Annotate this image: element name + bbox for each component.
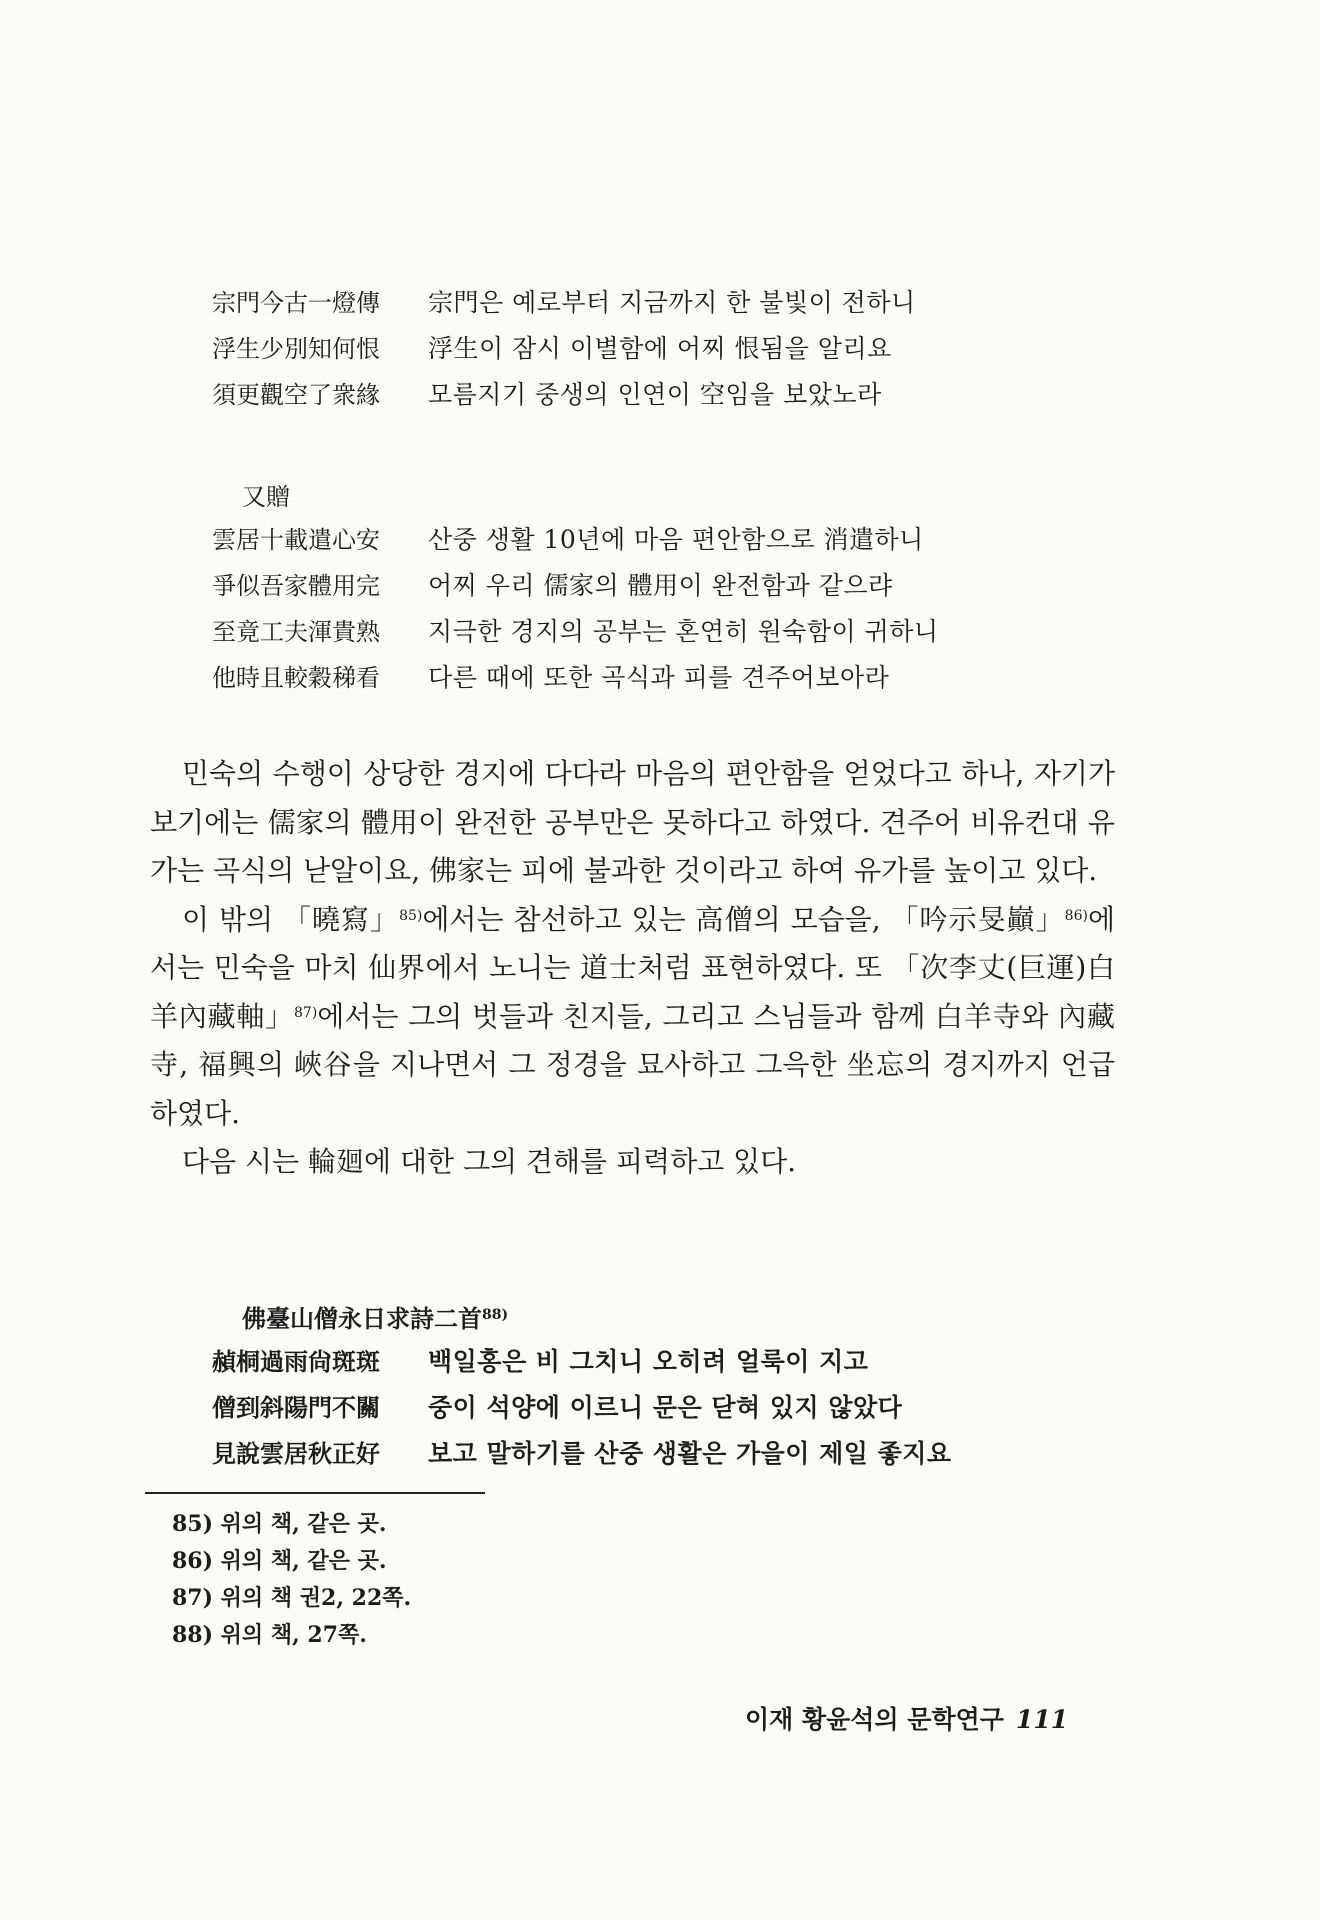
poem-line <box>212 283 916 329</box>
body-text <box>150 750 1115 1187</box>
footnote: 85) 위의 책, 같은 곳. <box>172 1511 387 1537</box>
poem-line-translation: 산중 생활 10년에 마음 편안함으로 消遣하니 <box>428 525 924 554</box>
poem-line <box>212 1434 952 1480</box>
poem-line <box>212 520 939 566</box>
paragraph <box>150 896 1115 1139</box>
paragraph-text: 에서는 참선하고 있는 高僧의 모습을, 「吟示旻巓」 <box>422 902 1065 936</box>
poem-bultaesan <box>212 1296 952 1480</box>
poem-line-translation: 浮生이 잠시 이별함에 어찌 恨됨을 알리요 <box>428 334 892 363</box>
poem-line-translation: 지극한 경지의 공부는 혼연히 원숙함이 귀하니 <box>428 617 939 646</box>
poem-line-translation: 모름지기 중생의 인연이 空임을 보았노라 <box>428 380 882 409</box>
footnote: 87) 위의 책 권2, 22쪽. <box>172 1585 412 1611</box>
paragraph-text: 이 밖의 「曉寫」 <box>182 902 400 936</box>
poem-line-hanja: 雲居十載遣心安 <box>212 526 380 554</box>
poem-line-translation: 다른 때에 또한 곡식과 피를 견주어보아라 <box>428 663 890 692</box>
paragraph-text: 에서는 민숙을 마치 仙界에서 노니는 道士처럼 표현하였다. 또 「次李丈(巨運)白羊內藏軸」 <box>150 902 1115 1033</box>
poem-line-hanja: 他時且較穀稊看 <box>212 664 380 692</box>
poem-line <box>212 1388 952 1434</box>
paragraph: 다음 시는 輪廻에 대한 그의 견해를 피력하고 있다. <box>182 1145 797 1178</box>
poem-line-hanja: 須更觀空了衆緣 <box>212 381 380 409</box>
running-footer <box>745 1700 1068 1736</box>
poem-title-text: 佛臺山僧永日求詩二首 <box>242 1304 482 1333</box>
poem-line-hanja: 僧到斜陽門不關 <box>212 1393 380 1422</box>
footnote-ref: 86) <box>1064 907 1088 924</box>
footnote: 86) 위의 책, 같은 곳. <box>172 1548 387 1574</box>
poem-line-hanja: 宗門今古一燈傳 <box>212 289 380 317</box>
poem-title <box>212 1296 952 1342</box>
poem-line-hanja: 見說雲居秋正好 <box>212 1439 380 1468</box>
poem-you-zeng <box>212 474 939 704</box>
poem-line-translation: 중이 석양에 이르니 문은 닫혀 있지 않았다 <box>428 1393 903 1422</box>
paragraph: 민숙의 수행이 상당한 경지에 다다라 마음의 편안함을 얻었다고 하나, 자기가 보기에는 儒家의 體用이 완전한 공부만은 못하다고 하였다. 견주어 비유컨대 유가는 곡식의 낟알이요, 佛家는 피에 불과한 것이라고 하여 유가를 높이고 있다. <box>150 757 1115 887</box>
poem-title: 又贈 <box>242 483 290 511</box>
poem-line-hanja: 爭似吾家體用完 <box>212 572 380 600</box>
paragraph-text: 에서는 그의 벗들과 친지들, 그리고 스님들과 함께 白羊寺와 內藏寺, 福興의 峽谷을 지나면서 그 정경을 묘사하고 그윽한 坐忘의 경지까지 언급하였다. <box>150 999 1115 1130</box>
poem-line <box>212 329 916 375</box>
poem-line <box>212 658 939 704</box>
footnote-divider <box>145 1492 485 1494</box>
poem-line-hanja: 浮生少別知何恨 <box>212 335 380 363</box>
running-title: 이재 황윤석의 문학연구 <box>745 1705 1004 1734</box>
poem-quatrain-continued <box>212 283 916 421</box>
poem-line-translation: 宗門은 예로부터 지금까지 한 불빛이 전하니 <box>428 288 916 317</box>
poem-line <box>212 1342 952 1388</box>
poem-line <box>212 375 916 421</box>
footnote-ref: 88) <box>482 1307 509 1323</box>
poem-line <box>212 612 939 658</box>
footnote-ref: 85) <box>399 907 423 924</box>
poem-line-hanja: 至竟工夫渾貴熟 <box>212 618 380 646</box>
footnotes <box>172 1506 411 1654</box>
poem-line-translation: 어찌 우리 儒家의 體用이 완전함과 같으랴 <box>428 571 893 600</box>
page-number: 111 <box>1015 1705 1069 1734</box>
poem-line-translation: 보고 말하기를 산중 생활은 가을이 제일 좋지요 <box>428 1439 952 1468</box>
footnote-ref: 87) <box>294 1004 318 1021</box>
footnote: 88) 위의 책, 27쪽. <box>172 1622 367 1648</box>
poem-line-translation: 백일홍은 비 그치니 오히려 얼룩이 지고 <box>428 1347 869 1376</box>
poem-line <box>212 566 939 612</box>
poem-line-hanja: 赬桐過雨尙斑斑 <box>212 1347 380 1376</box>
